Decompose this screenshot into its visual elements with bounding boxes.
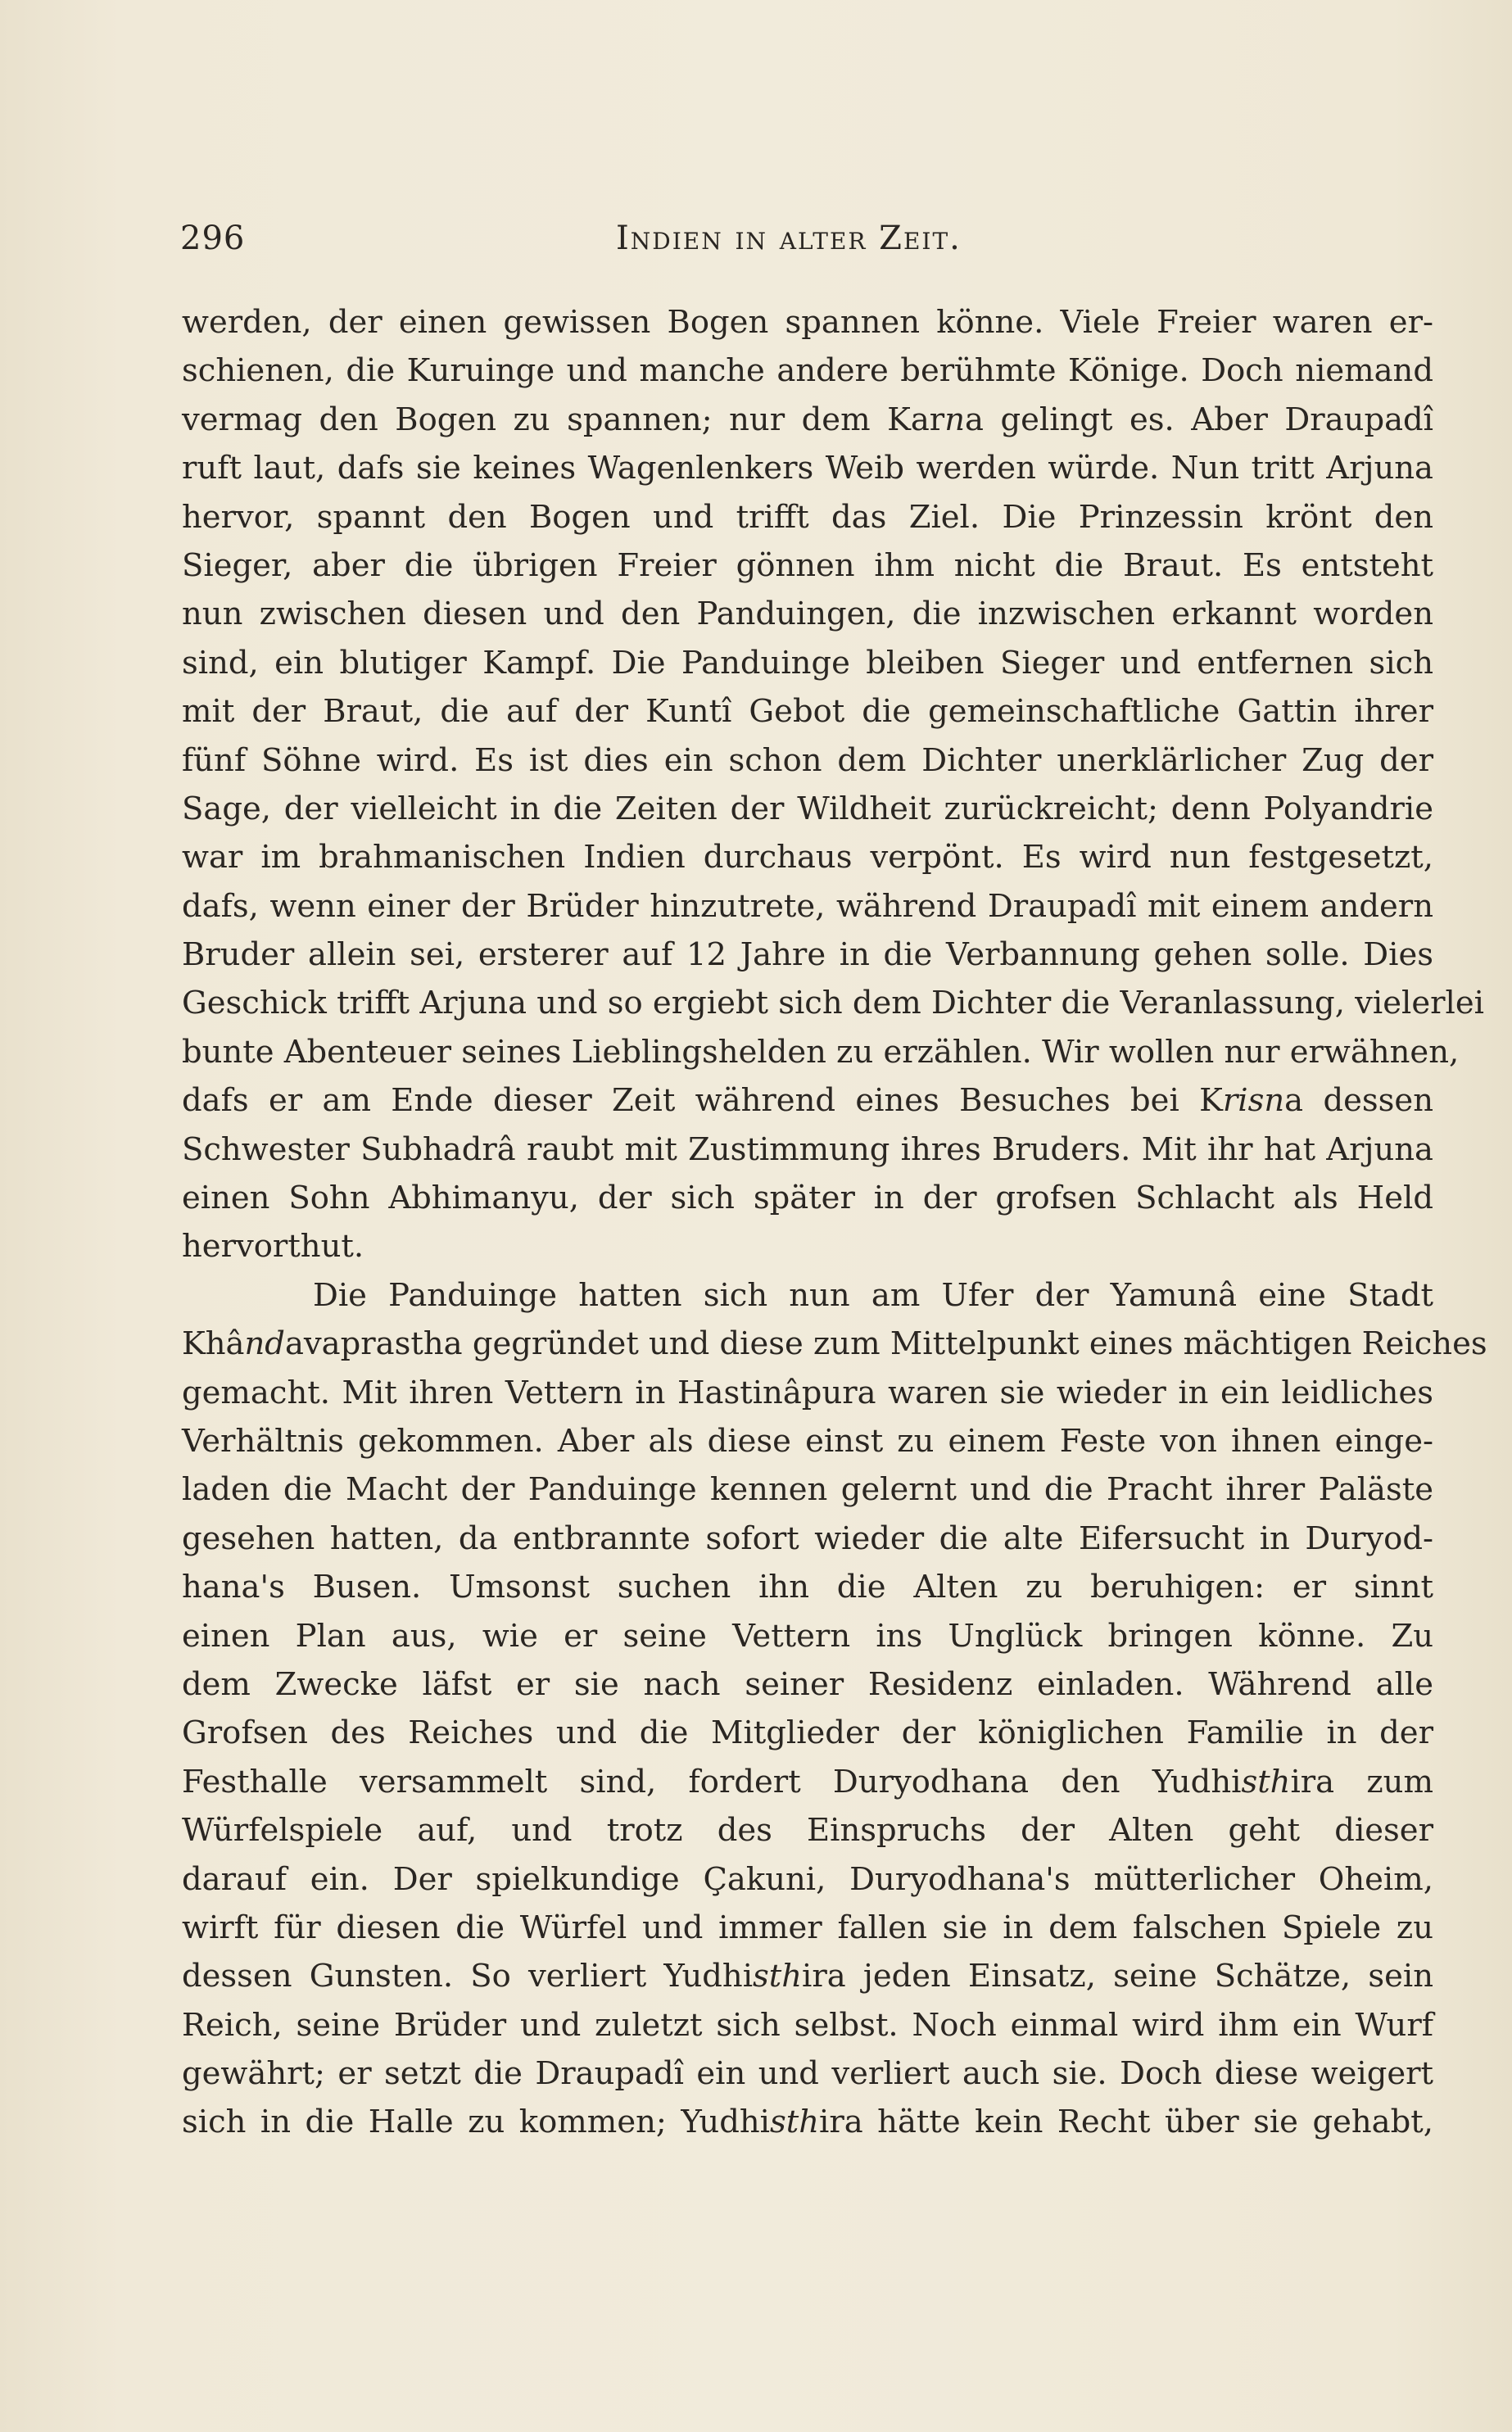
text-line: sind, ein blutiger Kampf. Die Panduinge bleiben Sieger und entfernen sich (182, 644, 1433, 682)
text-line: einen Sohn Abhimanyu, der sich später in der grofsen Schlacht als Held (182, 1180, 1433, 1217)
page-number: 296 (180, 220, 246, 257)
text-line: gewährt; er setzt die Draupadî ein und verliert auch sie. Doch diese weigert (182, 2055, 1433, 2093)
text-line: werden, der einen gewissen Bogen spannen könne. Viele Freier waren er- (182, 304, 1433, 341)
text-line: dafs er am Ende dieser Zeit während eines Besuches bei Krisna dessen (182, 1082, 1433, 1120)
text-line: bunte Abenteuer seines Lieblingshelden zu erzählen. Wir wollen nur erwähnen, (182, 1033, 1460, 1071)
text-line: mit der Braut, die auf der Kuntî Gebot die gemeinschaftliche Gattin ihrer (182, 693, 1433, 731)
running-title: Indien in alter Zeit. (616, 220, 962, 257)
body-text (182, 298, 1487, 2147)
text-line: Sage, der vielleicht in die Zeiten der Wildheit zurückreicht; denn Polyandrie (182, 790, 1433, 827)
text-line: fünf Söhne wird. Es ist dies ein schon dem Dichter unerklärlicher Zug der (182, 741, 1433, 779)
text-line: Würfelspiele auf, und trotz des Einspruchs der Alten geht dieser (182, 1812, 1433, 1850)
text-line: hana's Busen. Umsonst suchen ihn die Alten zu beruhigen: er sinnt (182, 1569, 1433, 1606)
text-line: Die Panduinge hatten sich nun am Ufer der Yamunâ eine Stadt (313, 1276, 1433, 1314)
text-line: gesehen hatten, da entbrannte sofort wieder die alte Eifersucht in Duryod- (182, 1519, 1433, 1557)
text-line: dessen Gunsten. So verliert Yudhisthira jeden Einsatz, seine Schätze, sein (182, 1958, 1433, 1995)
text-line: sich in die Halle zu kommen; Yudhisthira hätte kein Recht über sie gehabt, (182, 2104, 1433, 2141)
text-line: hervor, spannt den Bogen und trifft das Ziel. Die Prinzessin krönt den (182, 498, 1433, 536)
text-line: war im brahmanischen Indien durchaus verpönt. Es wird nun festgesetzt, (182, 839, 1433, 876)
text-line: Reich, seine Brüder und zuletzt sich selbst. Noch einmal wird ihm ein Wurf (182, 2006, 1433, 2044)
text-line: einen Plan aus, wie er seine Vettern ins Unglück bringen könne. Zu (182, 1617, 1433, 1655)
text-line: gemacht. Mit ihren Vettern in Hastinâpura waren sie wieder in ein leidliches (182, 1374, 1433, 1411)
text-line: darauf ein. Der spielkundige Çakuni, Duryodhana's mütterlicher Oheim, (182, 1860, 1433, 1898)
text-line: Bruder allein sei, ersterer auf 12 Jahre in die Verbannung gehen solle. Dies (182, 936, 1433, 974)
page-header (180, 220, 1327, 269)
text-line: Verhältnis gekommen. Aber als diese einst zu einem Feste von ihnen einge- (182, 1422, 1433, 1460)
text-line: laden die Macht der Panduinge kennen gelernt und die Pracht ihrer Paläste (182, 1471, 1433, 1509)
text-line: Khândavaprastha gegründet und diese zum Mittelpunkt eines mächtigen Reiches (182, 1325, 1487, 1363)
text-line: Geschick trifft Arjuna und so ergiebt sich dem Dichter die Veranlassung, vielerlei (182, 985, 1484, 1022)
text-line: nun zwischen diesen und den Panduingen, die inzwischen erkannt worden (182, 596, 1433, 633)
text-line: dafs, wenn einer der Brüder hinzutrete, während Draupadî mit einem andern (182, 887, 1433, 925)
text-line: wirft für diesen die Würfel und immer fallen sie in dem falschen Spiele zu (182, 1909, 1433, 1946)
text-line: schienen, die Kuruinge und manche andere berühmte Könige. Doch niemand (182, 352, 1433, 390)
text-line: hervorthut. (182, 1228, 364, 1266)
text-line: vermag den Bogen zu spannen; nur dem Karna gelingt es. Aber Draupadî (182, 401, 1433, 438)
text-line: dem Zwecke läfst er sie nach seiner Residenz einladen. Während alle (182, 1665, 1433, 1703)
text-line: Grofsen des Reiches und die Mitglieder der königlichen Familie in der (182, 1714, 1433, 1752)
text-line: ruft laut, dafs sie keines Wagenlenkers Weib werden würde. Nun tritt Arjuna (182, 450, 1433, 487)
text-line: Schwester Subhadrâ raubt mit Zustimmung ihres Bruders. Mit ihr hat Arjuna (182, 1130, 1433, 1168)
text-line: Sieger, aber die übrigen Freier gönnen ihm nicht die Braut. Es entsteht (182, 546, 1433, 584)
text-line: Festhalle versammelt sind, fordert Duryodhana den Yudhisthira zum (182, 1763, 1433, 1800)
